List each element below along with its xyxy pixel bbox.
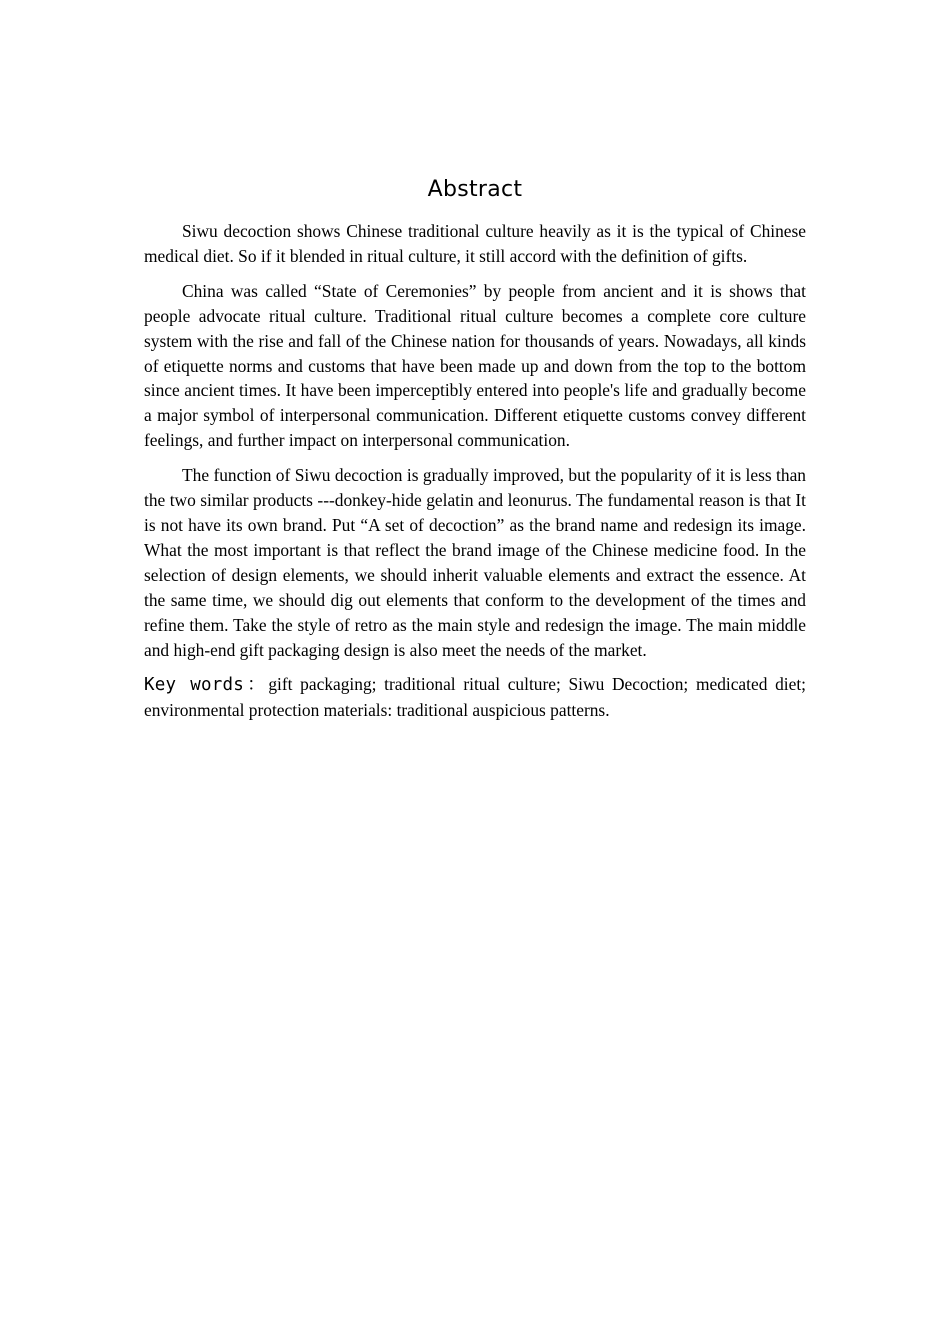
abstract-paragraph-1: Siwu decoction shows Chinese traditional culture heavily as it is the typical of Chinese medical diet. So if it blended in ritual culture, it still accord with the definition of gifts. <box>144 221 806 266</box>
abstract-title: Abstract <box>427 177 523 202</box>
abstract-page <box>144 174 806 723</box>
keywords-label: Key words： <box>144 675 269 696</box>
keywords-text: gift packaging; traditional ritual culture; Siwu Decoction; medicated diet; environmental protection materials: traditional auspicious patterns. <box>144 674 806 721</box>
abstract-paragraph-2: China was called “State of Ceremonies” by people from ancient and it is shows that people advocate ritual culture. Traditional ritual culture becomes a complete core culture system with the rise and fall of the Chinese nation for thousands of years. Nowadays, all kinds of etiquette norms and customs that have been made up and down from the top to the bottom since ancient times. It have been imperceptibly entered into people's life and gradually become a major symbol of interpersonal communication. Different etiquette customs convey different feelings, and further impact on interpersonal communication. <box>144 280 806 451</box>
keywords-line <box>144 672 806 723</box>
abstract-paragraph-3: The function of Siwu decoction is gradually improved, but the popularity of it is less than the two similar products ---donkey-hide gelatin and leonurus. The fundamental reason is that It is not have its own brand. Put “A set of decoction” as the brand name and redesign its image. What the most important is that reflect the brand image of the Chinese medicine food. In the selection of design elements, we should inherit valuable elements and extract the essence. At the same time, we should dig out elements that conform to the development of the times and refine them. Take the style of retro as the main style and redesign the image. The main middle and high-end gift packaging design is also meet the needs of the market. <box>144 465 806 660</box>
